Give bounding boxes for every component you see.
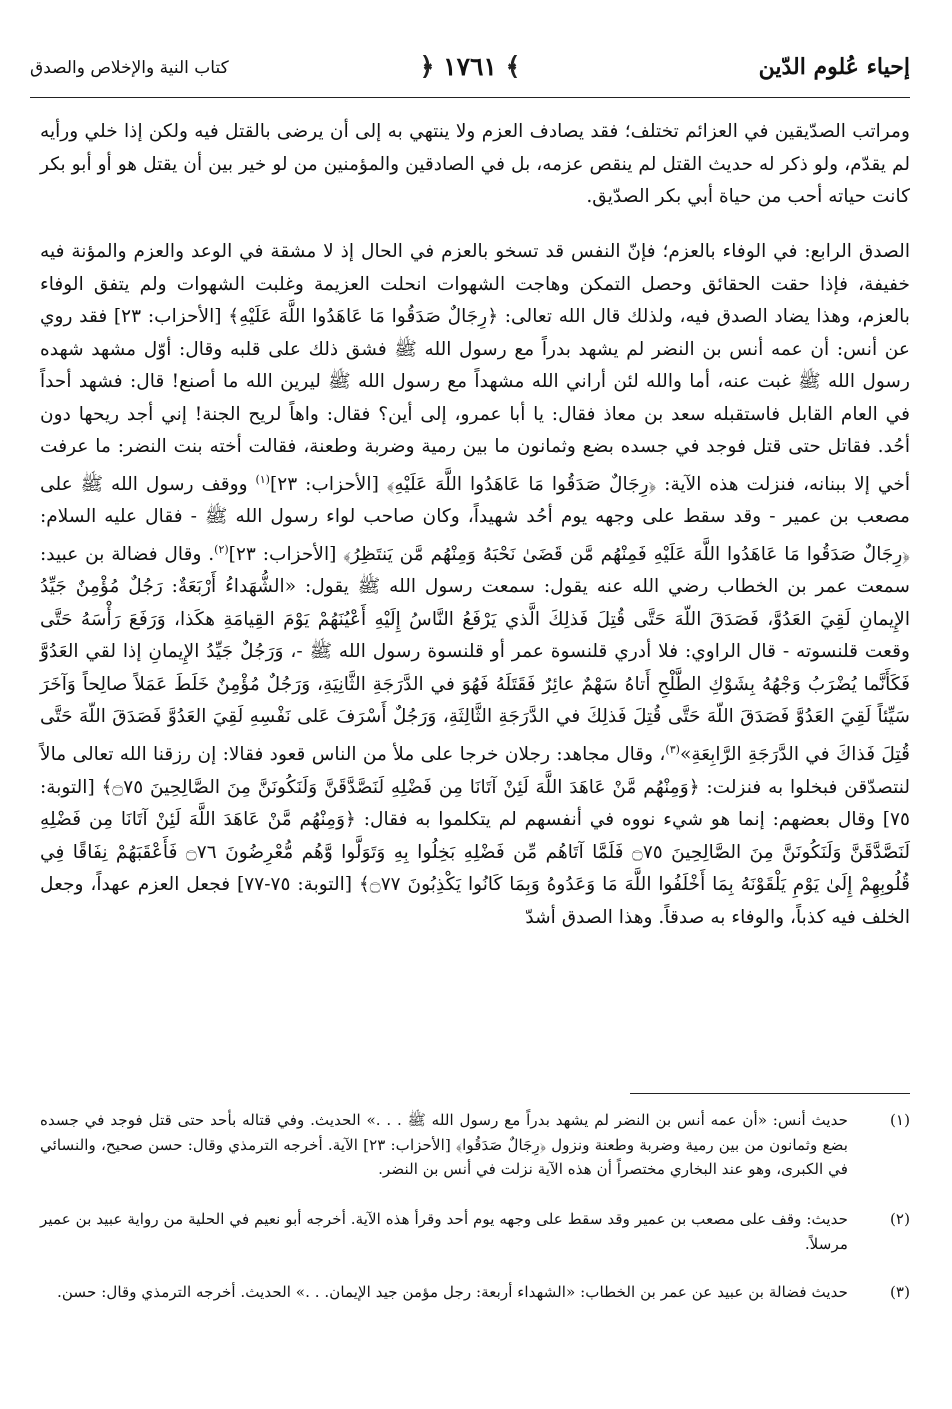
footnote-number: (١) [889, 1111, 910, 1129]
paragraph-text: ، وقال مجاهد: رجلان خرجا على ملأ من الناس قعود فقالا: إن رزقنا الله تعالى مالاً لنتصدّقن فبخلوا به فنزلت: ﴿وَمِنْهُم مَّنْ عَاهَدَ اللَّهَ لَئِنْ آتَانَا مِن فَضْلِهِ لَنَصَّدَّقَنَّ وَلَنَكُونَنَّ مِنَ الصَّالِحِينَ ۝٧٥﴾ [التوبة: ٧٥] وقال بعضهم: إنما هو شيء نووه في أنفسهم لم يتكلموا به فقال: ﴿وَمِنْهُم مَّنْ عَاهَدَ اللَّهَ لَئِنْ آتَانَا مِن فَضْلِهِ لَنَصَّدَّقَنَّ وَلَنَكُونَنَّ مِنَ الصَّالِحِينَ ۝٧٥ فَلَمَّا آتَاهُم مِّن فَضْلِهِ بَخِلُوا بِهِ وَتَوَلَّوا وَّهُم مُّعْرِضُونَ ۝٧٦ فَأَعْقَبَهُمْ نِفَاقًا فِي قُلُوبِهِمْ إِلَىٰ يَوْمِ يَلْقَوْنَهُ بِمَا أَخْلَفُوا اللَّهَ مَا وَعَدُوهُ وَبِمَا كَانُوا يَكْذِبُونَ ۝٧٧﴾ [التوبة: ٧٥-٧٧] فجعل العزم عهداً، وجعل الخلف فيه كذباً، والوفاء به صدقاً. وهذا الصدق أشدّ [40, 744, 911, 928]
ornament-bracket-left: ﴿ [419, 52, 435, 81]
footnote-ref-1[interactable]: (١) [255, 472, 270, 486]
page-number-box [420, 52, 520, 81]
footnote-ref-2[interactable]: (٢) [214, 542, 229, 556]
footnote-divider [630, 1093, 910, 1094]
footnote-number: (٢) [889, 1210, 910, 1228]
footnote-1 [40, 1108, 910, 1182]
footnote-text: حديث: وقف على مصعب بن عمير وقد سقط على وجهه يوم أحد وقرأ هذه الآية. أخرجه أبو نعيم في الحلية من رواية عبيد بن عمير مرسلاً. [40, 1210, 848, 1253]
footnote-text: حديث أنس: «أن عمه أنس بن النضر لم يشهد بدراً مع رسول الله ﷺ . . .» الحديث. وفي قتاله بأحد حتى قتل فوجد في جسده بضع وثمانون من بين رمية وضربة وطعنة ونزول ﴿رِجَالٌ صَدَقُوا﴾ [الأحزاب: ٢٣] الآية. أخرجه الترمذي وقال: حسن صحيح، والنسائي في الكبرى، وهو عند البخاري مختصراً أن هذه الآية نزلت في أنس بن النضر. [40, 1111, 848, 1178]
running-header [30, 52, 910, 92]
footnote-2 [40, 1207, 910, 1256]
paragraph-text: . وقال فضالة بن عبيد: سمعت عمر بن الخطاب رضي الله عنه يقول: سمعت رسول الله ﷺ يقول: «الشُّهَداءُ أَرْبَعَةٌ: رَجُلٌ مُؤْمِنٌ جَيِّدُ الإِيمانِ لَقِيَ العَدُوَّ، فَصَدَقَ اللّهَ حَتَّى قُتِلَ فَذلِكَ الَّذي يَرْفَعُ النَّاسُ إِلَيْهِ أَعْيُنَهُمْ يَوْمَ القِيامَةِ هكَذا، وَرَفَعَ رَأْسَهُ حَتَّى وقعت قلنسوته - قال الراوي: فلا أدري قلنسوة عمر أو قلنسوة رسول الله ﷺ -، وَرَجُلٌ جَيِّدُ الإِيمانِ إذا لقي العَدُوَّ فَكَأَنَّما يُضْرَبُ وَجْهُهُ بِشَوْكِ الطَّلْحِ أَتاهُ سَهْمٌ عائِرٌ فَقَتَلَهُ فَهُوَ في الدَّرَجَةِ الثَّانِيَةِ، وَرَجُلٌ مُؤْمِنٌ خَلَطَ عَمَلاً صالِحاً وَآخَرَ سَيِّئاً لَقِيَ العَدُوَّ فَصَدَقَ اللّهَ حَتَّى قُتِلَ فَذلِكَ في الدَّرَجَةِ الثَّالِثَةِ، وَرَجُلٌ أَسْرَفَ عَلى نَفْسِهِ لَقِيَ العَدُوَّ فَصَدَقَ اللّهَ حَتَّى قُتِلَ فَذاكَ في الدَّرَجَةِ الرَّابِعَةِ» [40, 543, 910, 766]
body-paragraph-2 [40, 236, 910, 934]
header-divider [30, 97, 910, 98]
ornament-bracket-right: ﴾ [505, 52, 521, 81]
page-number: ١٧٦١ [443, 52, 497, 81]
footnote-number: (٣) [889, 1283, 910, 1301]
footnote-3 [40, 1280, 910, 1305]
footnote-text: حديث فضالة بن عبيد عن عمر بن الخطاب: «الشهداء أربعة: رجل مؤمن جيد الإيمان. . .» الحديث. أخرجه الترمذي وقال: حسن. [57, 1283, 848, 1301]
chapter-title: كتاب النية والإخلاص والصدق [30, 58, 229, 78]
body-paragraph-1: ومراتب الصدّيقين في العزائم تختلف؛ فقد يصادف العزم ولا ينتهي به إلى أن يرضى بالقتل فيه ولكن إذا خلي ورأيه لم يقدّم، ولو ذكر له حديث القتل لم ينقص عزمه، بل في الصادقين والمؤمنين من لو خير بين أن يقتل هو أو أبو بكر كانت حياته أحب من حياة أبي بكر الصدّيق. [40, 121, 910, 207]
paragraph-text: الصدق الرابع: في الوفاء بالعزم؛ فإنّ النفس قد تسخو بالعزم في الحال إذ لا مشقة في الوعد والعزم والمؤنة فيه خفيفة، فإذا حقت الحقائق وحصل التمكن وهاجت الشهوات انحلت العزيمة وغلبت الشهوات ولم يتفق الوفاء بالعزم، وهذا يضاد الصدق فيه، ولذلك قال الله تعالى: ﴿رِجَالٌ صَدَقُوا مَا عَاهَدُوا اللَّهَ عَلَيْهِ﴾ [الأحزاب: ٢٣] فقد روي عن أنس: أن عمه أنس بن النضر لم يشهد بدراً مع رسول الله ﷺ فشق ذلك على قلبه وقال: أوّل مشهد شهده رسول الله ﷺ غبت عنه، أما والله لئن أراني الله مشهداً مع رسول الله ﷺ ليرين الله ما أصنع! قال: فشهد أحداً في العام القابل فاستقبله سعد بن معاذ فقال: يا أبا عمرو، إلى أين؟ فقال: واهاً لريح الجنة! إني أجد ريحها دون أحُد. فقاتل حتى قتل فوجد في جسده بضع وثمانون ما بين رمية وضربة وطعنة، فقالت أخته بنت النضر: ما عرفت أخي إلا ببنانه، فنزلت هذه الآية: ﴿رِجَالٌ صَدَقُوا مَا عَاهَدُوا اللَّهَ عَلَيْهِ﴾ [الأحزاب: ٢٣] [40, 241, 910, 495]
book-title: إحياء عُلوم الدّين [758, 54, 910, 80]
paragraph-text: ووقف رسول الله ﷺ على مصعب بن عمير - وقد سقط على وجهه يوم أحُد شهيداً، وكان صاحب لواء رسول الله ﷺ - فقال عليه السلام: ﴿رِجَالٌ صَدَقُوا مَا عَاهَدُوا اللَّهَ عَلَيْهِ فَمِنْهُم مَّن قَضَىٰ نَحْبَهُ وَمِنْهُم مَّن يَنتَظِرُ﴾ [الأحزاب: ٢٣] [40, 473, 911, 565]
footnote-ref-3[interactable]: (٣) [665, 742, 680, 756]
